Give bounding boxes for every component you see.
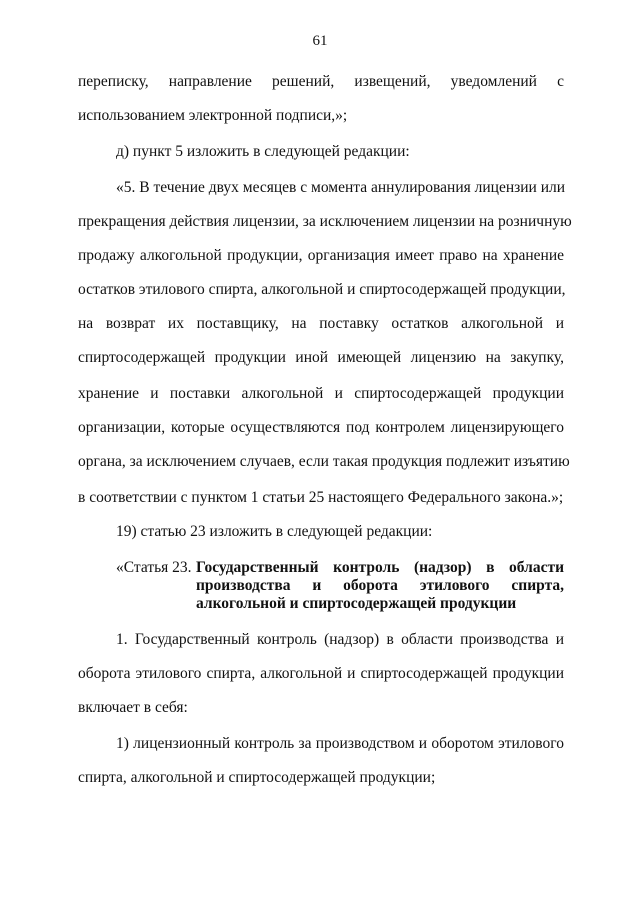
text-line: использованием электронной подписи,»;	[78, 107, 348, 124]
text-line: 1) лицензионный контроль за производством и оборотом этилового	[116, 735, 564, 752]
text-line: в соответствии с пунктом 1 статьи 25 настоящего Федерального закона.»;	[78, 489, 564, 506]
text-line: на возврат их поставщику, на поставку остатков алкогольной и	[78, 315, 564, 332]
text-line: переписку, направление решений, извещений, уведомлений с	[78, 73, 564, 90]
text-line: хранение и поставки алкогольной и спиртосодержащей продукции	[78, 385, 564, 402]
text-line: оборота этилового спирта, алкогольной и спиртосодержащей продукции	[78, 665, 564, 682]
article-label: «Статья 23.	[116, 559, 192, 576]
text-line: продажу алкогольной продукции, организация имеет право на хранение	[78, 247, 564, 264]
text-line: прекращения действия лицензии, за исключением лицензии на розничную	[78, 213, 572, 230]
page-number: 61	[312, 33, 328, 49]
text-line: включает в себя:	[78, 699, 188, 716]
text-line: 1. Государственный контроль (надзор) в области производства и	[116, 631, 564, 648]
article-title-line: производства и оборота этилового спирта,	[196, 577, 564, 594]
text-line: спирта, алкогольной и спиртосодержащей продукции;	[78, 769, 436, 786]
text-line: органа, за исключением случаев, если такая продукция подлежит изъятию	[78, 453, 570, 470]
text-line: д) пункт 5 изложить в следующей редакции:	[116, 143, 410, 160]
article-title-line: Государственный контроль (надзор) в области	[196, 559, 564, 576]
text-line: 19) статью 23 изложить в следующей редакции:	[116, 523, 433, 540]
text-line: остатков этилового спирта, алкогольной и спиртосодержащей продукции,	[78, 281, 566, 298]
article-title-line: алкогольной и спиртосодержащей продукции	[196, 595, 517, 612]
text-line: спиртосодержащей продукции иной имеющей лицензию на закупку,	[78, 349, 564, 366]
text-line: «5. В течение двух месяцев с момента аннулирования лицензии или	[116, 179, 566, 196]
text-line: организации, которые осуществляются под контролем лицензирующего	[78, 419, 564, 436]
